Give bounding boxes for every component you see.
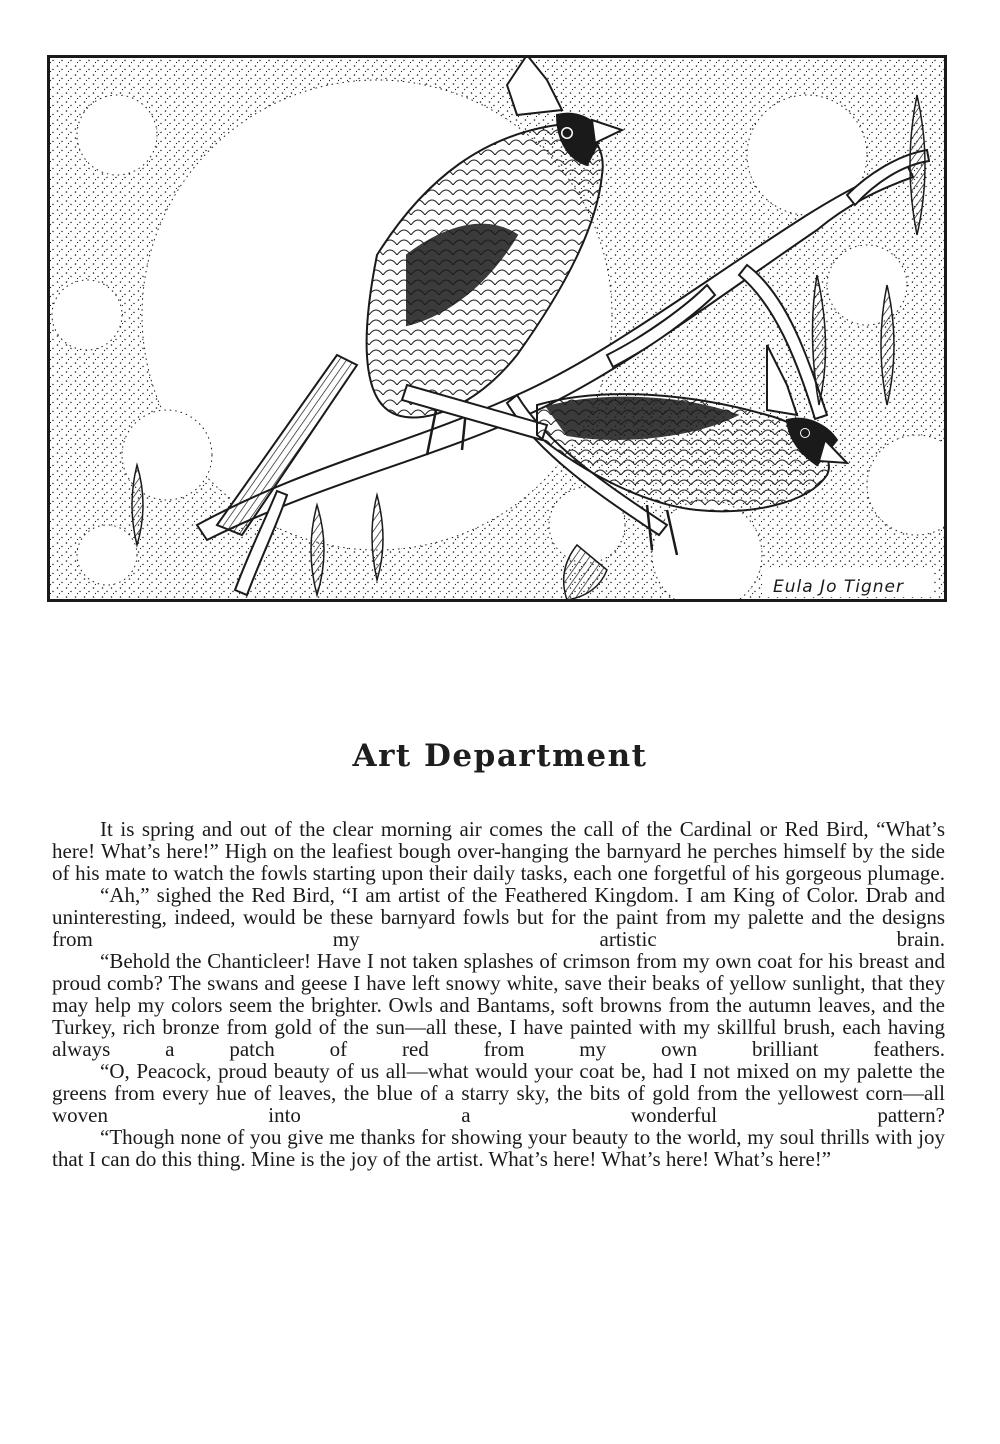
page-title: Art Department [352,738,648,774]
paragraph-3: “Behold the Chanticleer! Have I not taken splashes of crimson from my own coat for his breast and proud comb? The swans and geese I have left snowy white, save their beaks of yellow sunlight, that they may help my colors seem the brighter. Owls and Bantams, soft browns from the autumn leaves, and the Turkey, rich bronze from gold of the sun—all these, I have painted with my skillful brush, each having always a patch of red from my own brilliant feathers. [52,949,945,1061]
signature: Eula Jo Tigner [773,577,904,597]
paragraph-4: “O, Peacock, proud beauty of us all—what would your coat be, had I not mixed on my palette the greens from every hue of leaves, the blue of a starry sky, the bits of gold from the yellowest corn—all woven into a wonderful pattern? [52,1059,945,1127]
cardinal-illustration [47,55,947,602]
article-body [52,818,945,1170]
paragraph-2: “Ah,” sighed the Red Bird, “I am artist of the Feathered Kingdom. I am King of Color. Drab and uninteresting, indeed, would be these barnyard fowls but for the paint from my palette and the designs from my artistic brain. [52,883,945,951]
paragraph-1: It is spring and out of the clear morning air comes the call of the Cardinal or Red Bird, “What’s here! What’s here!” High on the leafiest bough over-hanging the barnyard he perches himself by the side of his mate to watch the fowls starting upon their daily tasks, each one forgetful of his gorgeous plumage. [52,817,945,885]
paragraph-5: “Though none of you give me thanks for showing your beauty to the world, my soul thrills with joy that I can do this thing. Mine is the joy of the artist. What’s here! What’s here! What’s here!” [52,1125,945,1171]
cardinal-drawing [47,55,947,602]
